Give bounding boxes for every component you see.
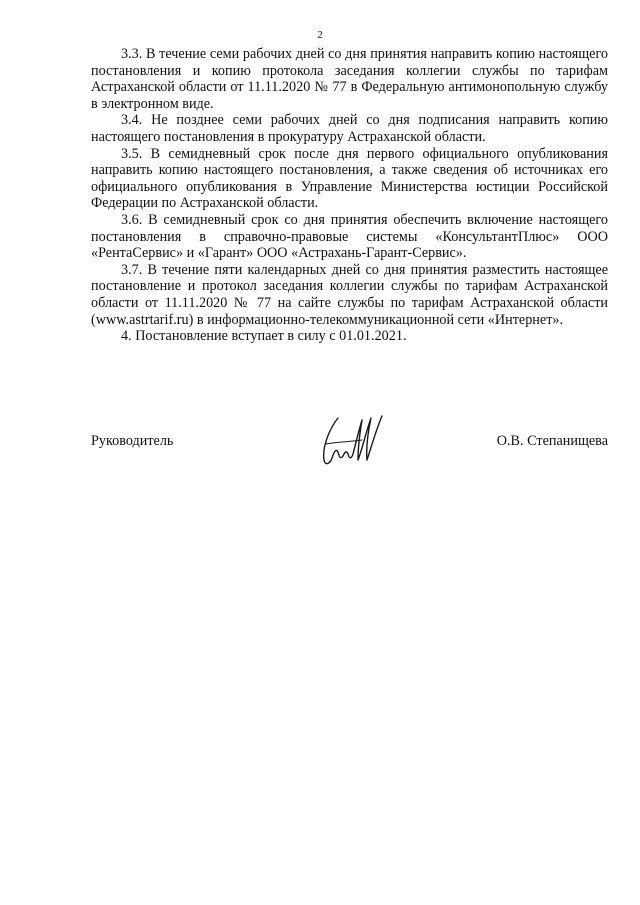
paragraph-3-7: 3.7. В течение пяти календарных дней со дня принятия разместить настоящее постановление и протокол заседания коллегии службы по тарифам Астраханской области от 11.11.2020 № 77 на сайте службы по тарифам Астраханской области (www.astrtarif.ru) в информационно-телекоммуникационной сети «Интернет». — [91, 261, 608, 328]
page-number: 2 — [317, 29, 323, 41]
signatory-name: О.В. Степанищева — [496, 433, 608, 449]
signature-block — [91, 414, 608, 474]
paragraph-4: 4. Постановление вступает в силу с 01.01.2021. — [121, 328, 407, 345]
signatory-title: Руководитель — [91, 433, 174, 449]
paragraph-3-3: 3.3. В течение семи рабочих дней со дня принятия направить копию настоящего постановления и копию протокола заседания коллегии службы по тарифам Астраханской области от 11.11.2020 № 77 в Федеральную антимонопольную службу в электронном виде. — [91, 46, 608, 112]
paragraph-3-4: 3.4. Не позднее семи рабочих дней со дня подписания направить копию настоящего постановления в прокуратуру Астраханской области. — [91, 112, 608, 145]
handwritten-signature-icon — [318, 414, 398, 470]
document-body — [91, 46, 608, 345]
paragraph-3-6: 3.6. В семидневный срок со дня принятия обеспечить включение настоящего постановления в справочно-правовые системы «КонсультантПлюс» ООО «РентаСервис» и «Гарант» ООО «Астрахань-Гарант-Сервис». — [91, 211, 608, 262]
paragraph-3-5: 3.5. В семидневный срок после дня первого официального опубликования направить копию настоящего постановления, а также сведения об источниках его официального опубликования в Управление Министерства юстиции Российской Федерации по Астраханской области. — [91, 145, 608, 212]
